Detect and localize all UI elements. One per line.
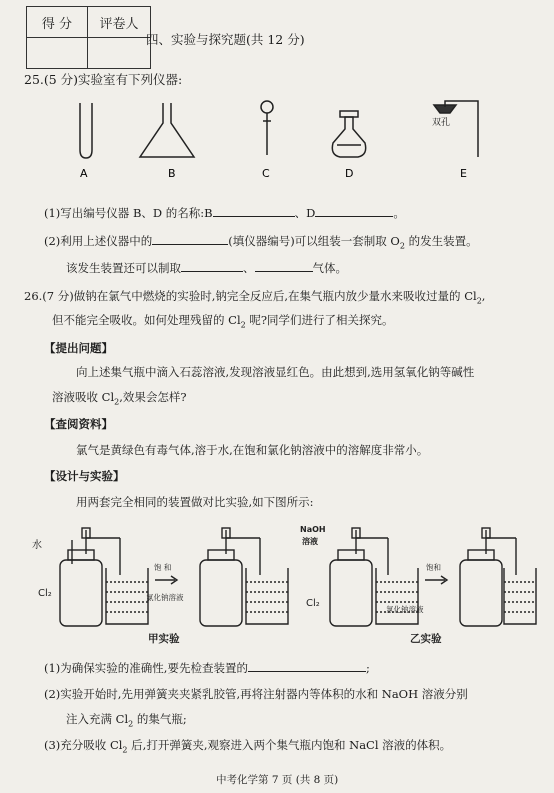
page-footer: 中考化学第 7 页 (共 8 页) [216, 774, 339, 786]
label-sat-3: 饱和 [426, 563, 441, 572]
heading-info: 【查阅资料】 [44, 417, 113, 431]
q25-sub1: (1)写出编号仪器 B、D 的名称:B 、D 。 [44, 206, 405, 220]
double-hole-label: 双孔 [432, 118, 451, 128]
gas-bottle-4 [460, 528, 516, 626]
label-d: D [345, 167, 354, 180]
alcohol-lamp-icon [332, 111, 365, 157]
q25-sub2b: 该发生装置还可以制取 、 气体。 [66, 261, 347, 275]
stopper-tube-icon [434, 101, 478, 157]
beaker-3 [376, 568, 418, 624]
beaker-1 [106, 568, 148, 624]
score-cell [27, 38, 88, 69]
label-sat-1: 饱 和 [154, 563, 172, 572]
q25-instruments-figure [40, 95, 510, 190]
beaker-4 [504, 568, 536, 624]
beaker-2 [246, 568, 288, 624]
answer-blank-gas1[interactable] [181, 271, 243, 272]
label-cl2-left: Cl₂ [38, 588, 52, 599]
label-water: 水 [32, 540, 42, 551]
heading-design: 【设计与实验】 [44, 469, 125, 483]
gas-bottle-1 [60, 528, 120, 626]
question-line-a: 向上述集气瓶中滴入石蕊溶液,发现溶液显红色。由此想到,选用氢氧化钠等碱性 [76, 365, 475, 379]
apparatus-figure [30, 520, 540, 650]
gas-bottle-3 [330, 528, 388, 626]
score-table [26, 6, 151, 69]
label-exp-b: 乙实验 [410, 633, 442, 645]
q25-sub2: (2)利用上述仪器中的 (填仪器编号)可以组装一套制取 $O_2$ 的发生装置。 [44, 234, 478, 251]
q26-sub3: (3)充分吸收 $Cl_2$ 后,打开弹簧夹,观察进入两个集气瓶内饱和 NaCl 溶液的体积。 [44, 738, 452, 755]
q26-sub2b: 注入充满 $Cl_2$ 的集气瓶; [66, 712, 187, 729]
section-title: 四、实验与探究题(共 12 分) [146, 32, 305, 47]
grader-cell [88, 38, 151, 69]
label-exp-a: 甲实验 [148, 633, 180, 645]
test-tube-icon [80, 103, 92, 158]
design-text: 用两套完全相同的装置做对比实验,如下图所示: [76, 495, 314, 509]
answer-blank-d[interactable] [315, 216, 393, 217]
label-naoh-1: NaOH [300, 525, 326, 534]
answer-blank-gas2[interactable] [255, 271, 313, 272]
answer-blank-instruments[interactable] [152, 244, 228, 245]
score-label: 得 分 [27, 7, 88, 38]
label-cl2-right: Cl₂ [306, 598, 320, 609]
label-a: A [80, 167, 88, 180]
grader-label: 评卷人 [88, 7, 151, 38]
q26-sub1: (1)为确保实验的准确性,要先检查装置的 ; [44, 661, 370, 675]
answer-blank-b[interactable] [213, 216, 295, 217]
label-b: B [168, 167, 176, 180]
info-text: 氯气是黄绿色有毒气体,溶于水,在饱和氯化钠溶液中的溶解度非常小。 [76, 443, 429, 457]
label-e: E [460, 167, 467, 180]
q25-stem: 25.(5 分)实验室有下列仪器: [24, 72, 183, 87]
label-c: C [262, 167, 270, 180]
q26-stem-b: 但不能完全吸收。如何处理残留的 $Cl_2$ 呢?同学们进行了相关探究。 [52, 313, 394, 330]
question-line-b: 溶液吸收 $Cl_2$,效果会怎样? [52, 390, 187, 407]
label-sat-2: 氯化钠溶液 [146, 593, 184, 602]
q26-stem-a: 26.(7 分)做钠在氯气中燃烧的实验时,钠完全反应后,在集气瓶内放少量水来吸收过量的 $Cl_2$, [24, 289, 486, 306]
separatory-funnel-icon [261, 101, 273, 155]
q26-sub2a: (2)实验开始时,先用弹簧夹夹紧乳胶管,再将注射器内等体积的水和 NaOH 溶液分别 [44, 687, 468, 701]
answer-blank-check[interactable] [248, 671, 366, 672]
gas-bottle-2 [200, 528, 260, 626]
conical-flask-icon [140, 103, 194, 157]
heading-question: 【提出问题】 [44, 341, 113, 355]
label-naoh-2: 溶液 [302, 537, 318, 546]
label-sat-4: 氯化钠溶液 [386, 605, 424, 614]
